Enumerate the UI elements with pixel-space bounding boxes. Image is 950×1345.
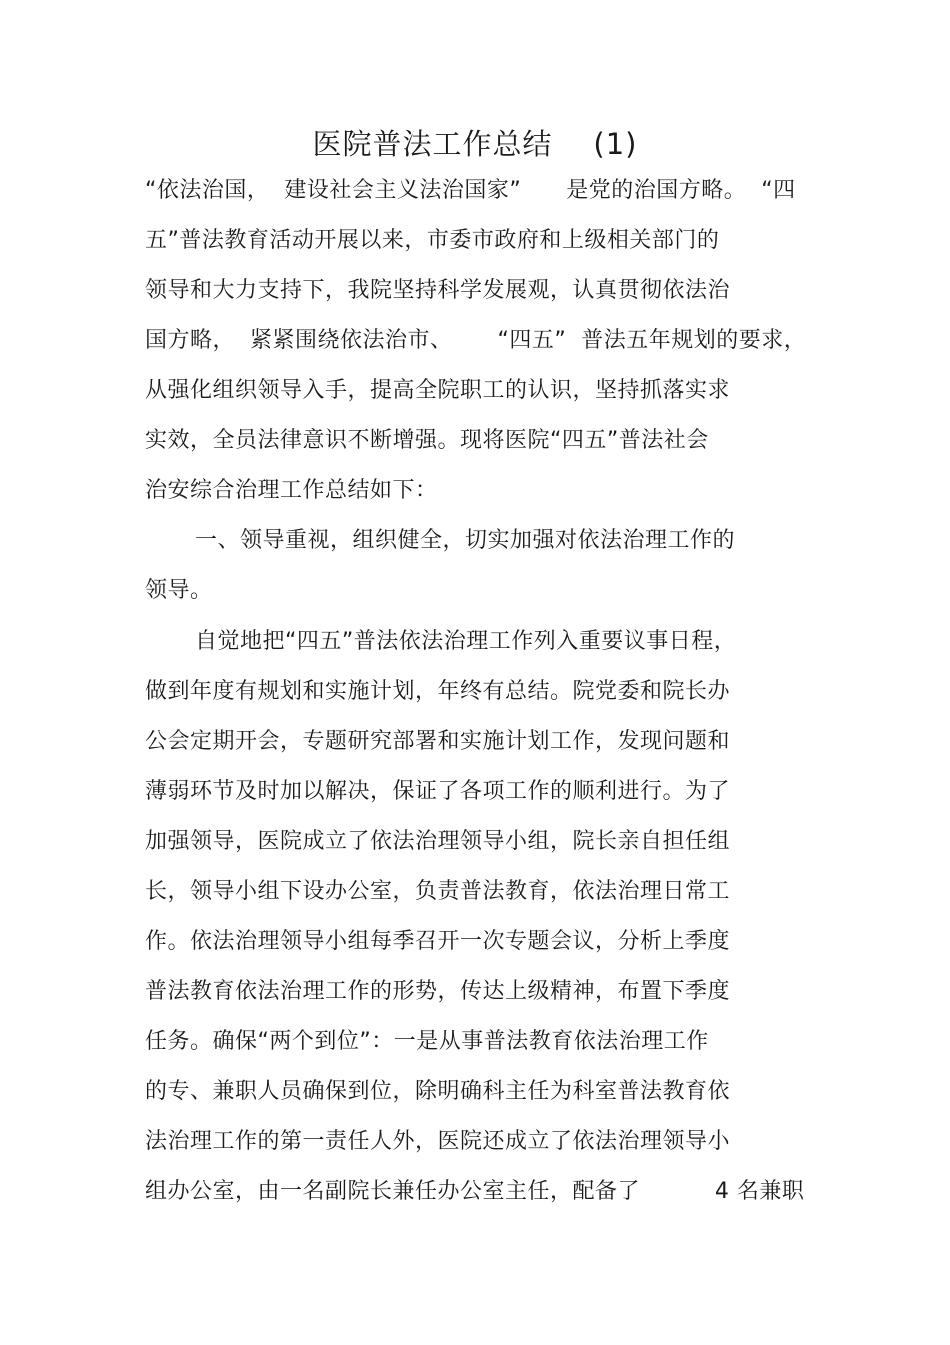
section-heading-cont: 领导。 <box>145 578 213 603</box>
section-heading: 一、领导重视，组织健全，切实加强对依法治理工作的 <box>195 528 736 553</box>
paragraph-line: 自觉地把“四五”普法依法治理工作列入重要议事日程， <box>195 629 737 654</box>
paragraph-line: 长，领导小组下设办公室，负责普法教育，依法治理日常工 <box>145 879 731 904</box>
paragraph-line: 领导和大力支持下，我院坚持科学发展观，认真贯彻依法治 <box>145 278 731 303</box>
paragraph-line: 做到年度有规划和实施计划，年终有总结。院党委和院长办 <box>145 679 731 704</box>
document-title: 医院普法工作总结 (1) <box>312 127 638 161</box>
paragraph-line: 薄弱环节及时加以解决，保证了各项工作的顺利进行。为了 <box>145 779 731 804</box>
paragraph-line: 任务。确保“两个到位”：一是从事普法教育依法治理工作 <box>145 1029 709 1054</box>
paragraph-line: 治安综合治理工作总结如下： <box>145 478 438 503</box>
paragraph-line: 加强领导，医院成立了依法治理领导小组，院长亲自担任组 <box>145 829 731 854</box>
paragraph-line: 作。依法治理领导小组每季召开一次专题会议，分析上季度 <box>145 929 731 954</box>
paragraph-line: 的专、兼职人员确保到位，除明确科主任为科室普法教育依 <box>145 1079 731 1104</box>
paragraph-line: 公会定期开会，专题研究部署和实施计划工作，发现问题和 <box>145 729 731 754</box>
paragraph-line: 法治理工作的第一责任人外，医院还成立了依法治理领导小 <box>145 1129 731 1154</box>
paragraph-line: 国方略， 紧紧围绕依法治市、 “四五” 普法五年规划的要求， <box>145 328 807 353</box>
paragraph-line: 五”普法教育活动开展以来，市委市政府和上级相关部门的 <box>145 228 720 253</box>
paragraph-line: “依法治国， 建设社会主义法治国家” 是党的治国方略。 “四 <box>145 178 796 203</box>
paragraph-line: 从强化组织领导入手，提高全院职工的认识，坚持抓落实求 <box>145 378 731 403</box>
paragraph-line: 实效，全员法律意识不断增强。现将医院“四五”普法社会 <box>145 428 709 453</box>
paragraph-line: 普法教育依法治理工作的形势，传达上级精神，布置下季度 <box>145 979 731 1004</box>
paragraph-line: 组办公室，由一名副院长兼任办公室主任，配备了 4 名兼职 <box>145 1179 805 1204</box>
